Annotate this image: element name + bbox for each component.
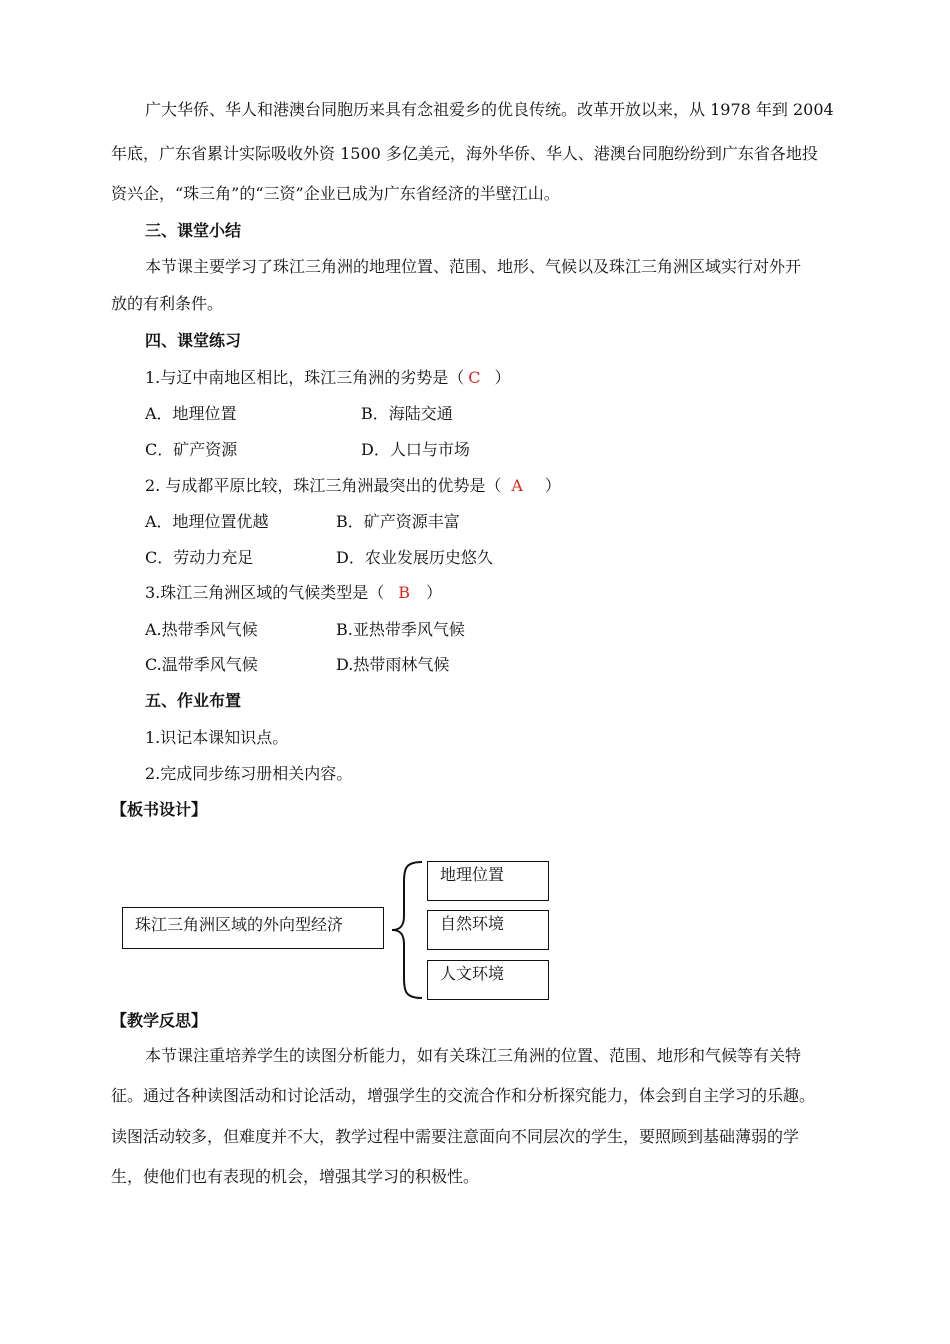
question-2-option-c: C．劳动力充足 (145, 548, 254, 567)
question-1-option-c: C．矿产资源 (145, 440, 238, 459)
summary-heading: 三、课堂小结 (145, 221, 242, 240)
board-branch-label-2: 自然环境 (440, 914, 505, 933)
homework-heading: 五、作业布置 (145, 691, 242, 710)
intro-line-2: 年底，广东省累计实际吸收外资 1500 多亿美元，海外华侨、华人、港澳台同胞纷纷到广东省各地投 (111, 144, 818, 163)
question-3-close: ） (426, 583, 443, 602)
board-heading: 【板书设计】 (111, 800, 208, 819)
reflection-line-4: 生，使他们也有表现的机会，增强其学习的积极性。 (111, 1167, 480, 1186)
summary-line-2: 放的有利条件。 (111, 294, 224, 313)
board-main-label: 珠江三角洲区域的外向型经济 (135, 915, 344, 934)
question-3-answer: B (398, 583, 411, 602)
question-2 (145, 475, 561, 497)
question-2-option-d: D．农业发展历史悠久 (336, 548, 493, 567)
question-2-option-b: B．矿产资源丰富 (336, 512, 460, 531)
question-1 (145, 367, 511, 389)
question-2-close: ） (544, 476, 561, 495)
question-1-answer: C (468, 368, 481, 387)
question-3-option-a: A.热带季风气候 (145, 620, 258, 639)
homework-item-1: 1.识记本课知识点。 (145, 728, 289, 747)
question-2-answer: A (511, 476, 523, 495)
intro-line-3: 资兴企，“珠三角”的“三资”企业已成为广东省经济的半壁江山。 (111, 184, 560, 203)
question-3-option-c: C.温带季风气候 (145, 655, 258, 674)
question-1-option-a: A．地理位置 (145, 404, 237, 423)
board-branch-box-3 (427, 960, 549, 1000)
question-2-option-a: A．地理位置优越 (145, 512, 269, 531)
question-1-option-d: D．人口与市场 (361, 440, 470, 459)
reflection-line-3: 读图活动较多，但难度并不大，教学过程中需要注意面向不同层次的学生，要照顾到基础薄弱的学 (111, 1127, 800, 1146)
practice-heading: 四、课堂练习 (145, 331, 242, 350)
curly-brace-icon (388, 858, 428, 1002)
board-main-box (122, 907, 384, 949)
reflection-line-1: 本节课注重培养学生的读图分析能力，如有关珠江三角洲的位置、范围、地形和气候等有关特 (145, 1046, 802, 1065)
intro-line-1: 广大华侨、华人和港澳台同胞历来具有念祖爱乡的优良传统。改革开放以来，从 1978 年到 2004 (145, 100, 834, 119)
board-branch-label-3: 人文环境 (440, 964, 505, 983)
reflection-line-2: 征。通过各种读图活动和讨论活动，增强学生的交流合作和分析探究能力，体会到自主学习的乐趣。 (111, 1086, 816, 1105)
question-3-stem: 3.珠江三角洲区域的气候类型是（ (145, 583, 385, 602)
question-3 (145, 582, 442, 604)
question-1-stem: 1.与辽中南地区相比，珠江三角洲的劣势是（ (145, 368, 465, 387)
board-branch-box-1 (427, 861, 549, 901)
homework-item-2: 2.完成同步练习册相关内容。 (145, 764, 353, 783)
summary-line-1: 本节课主要学习了珠江三角洲的地理位置、范围、地形、气候以及珠江三角洲区域实行对外开 (145, 257, 802, 276)
reflection-heading: 【教学反思】 (111, 1011, 208, 1030)
board-branch-box-2 (427, 910, 549, 950)
question-3-option-b: B.亚热带季风气候 (336, 620, 465, 639)
board-branch-label-1: 地理位置 (440, 865, 505, 884)
question-1-close: ） (494, 368, 511, 387)
question-3-option-d: D.热带雨林气候 (336, 655, 450, 674)
question-1-option-b: B．海陆交通 (361, 404, 453, 423)
question-2-stem: 2. 与成都平原比较，珠江三角洲最突出的优势是（ (145, 476, 502, 495)
